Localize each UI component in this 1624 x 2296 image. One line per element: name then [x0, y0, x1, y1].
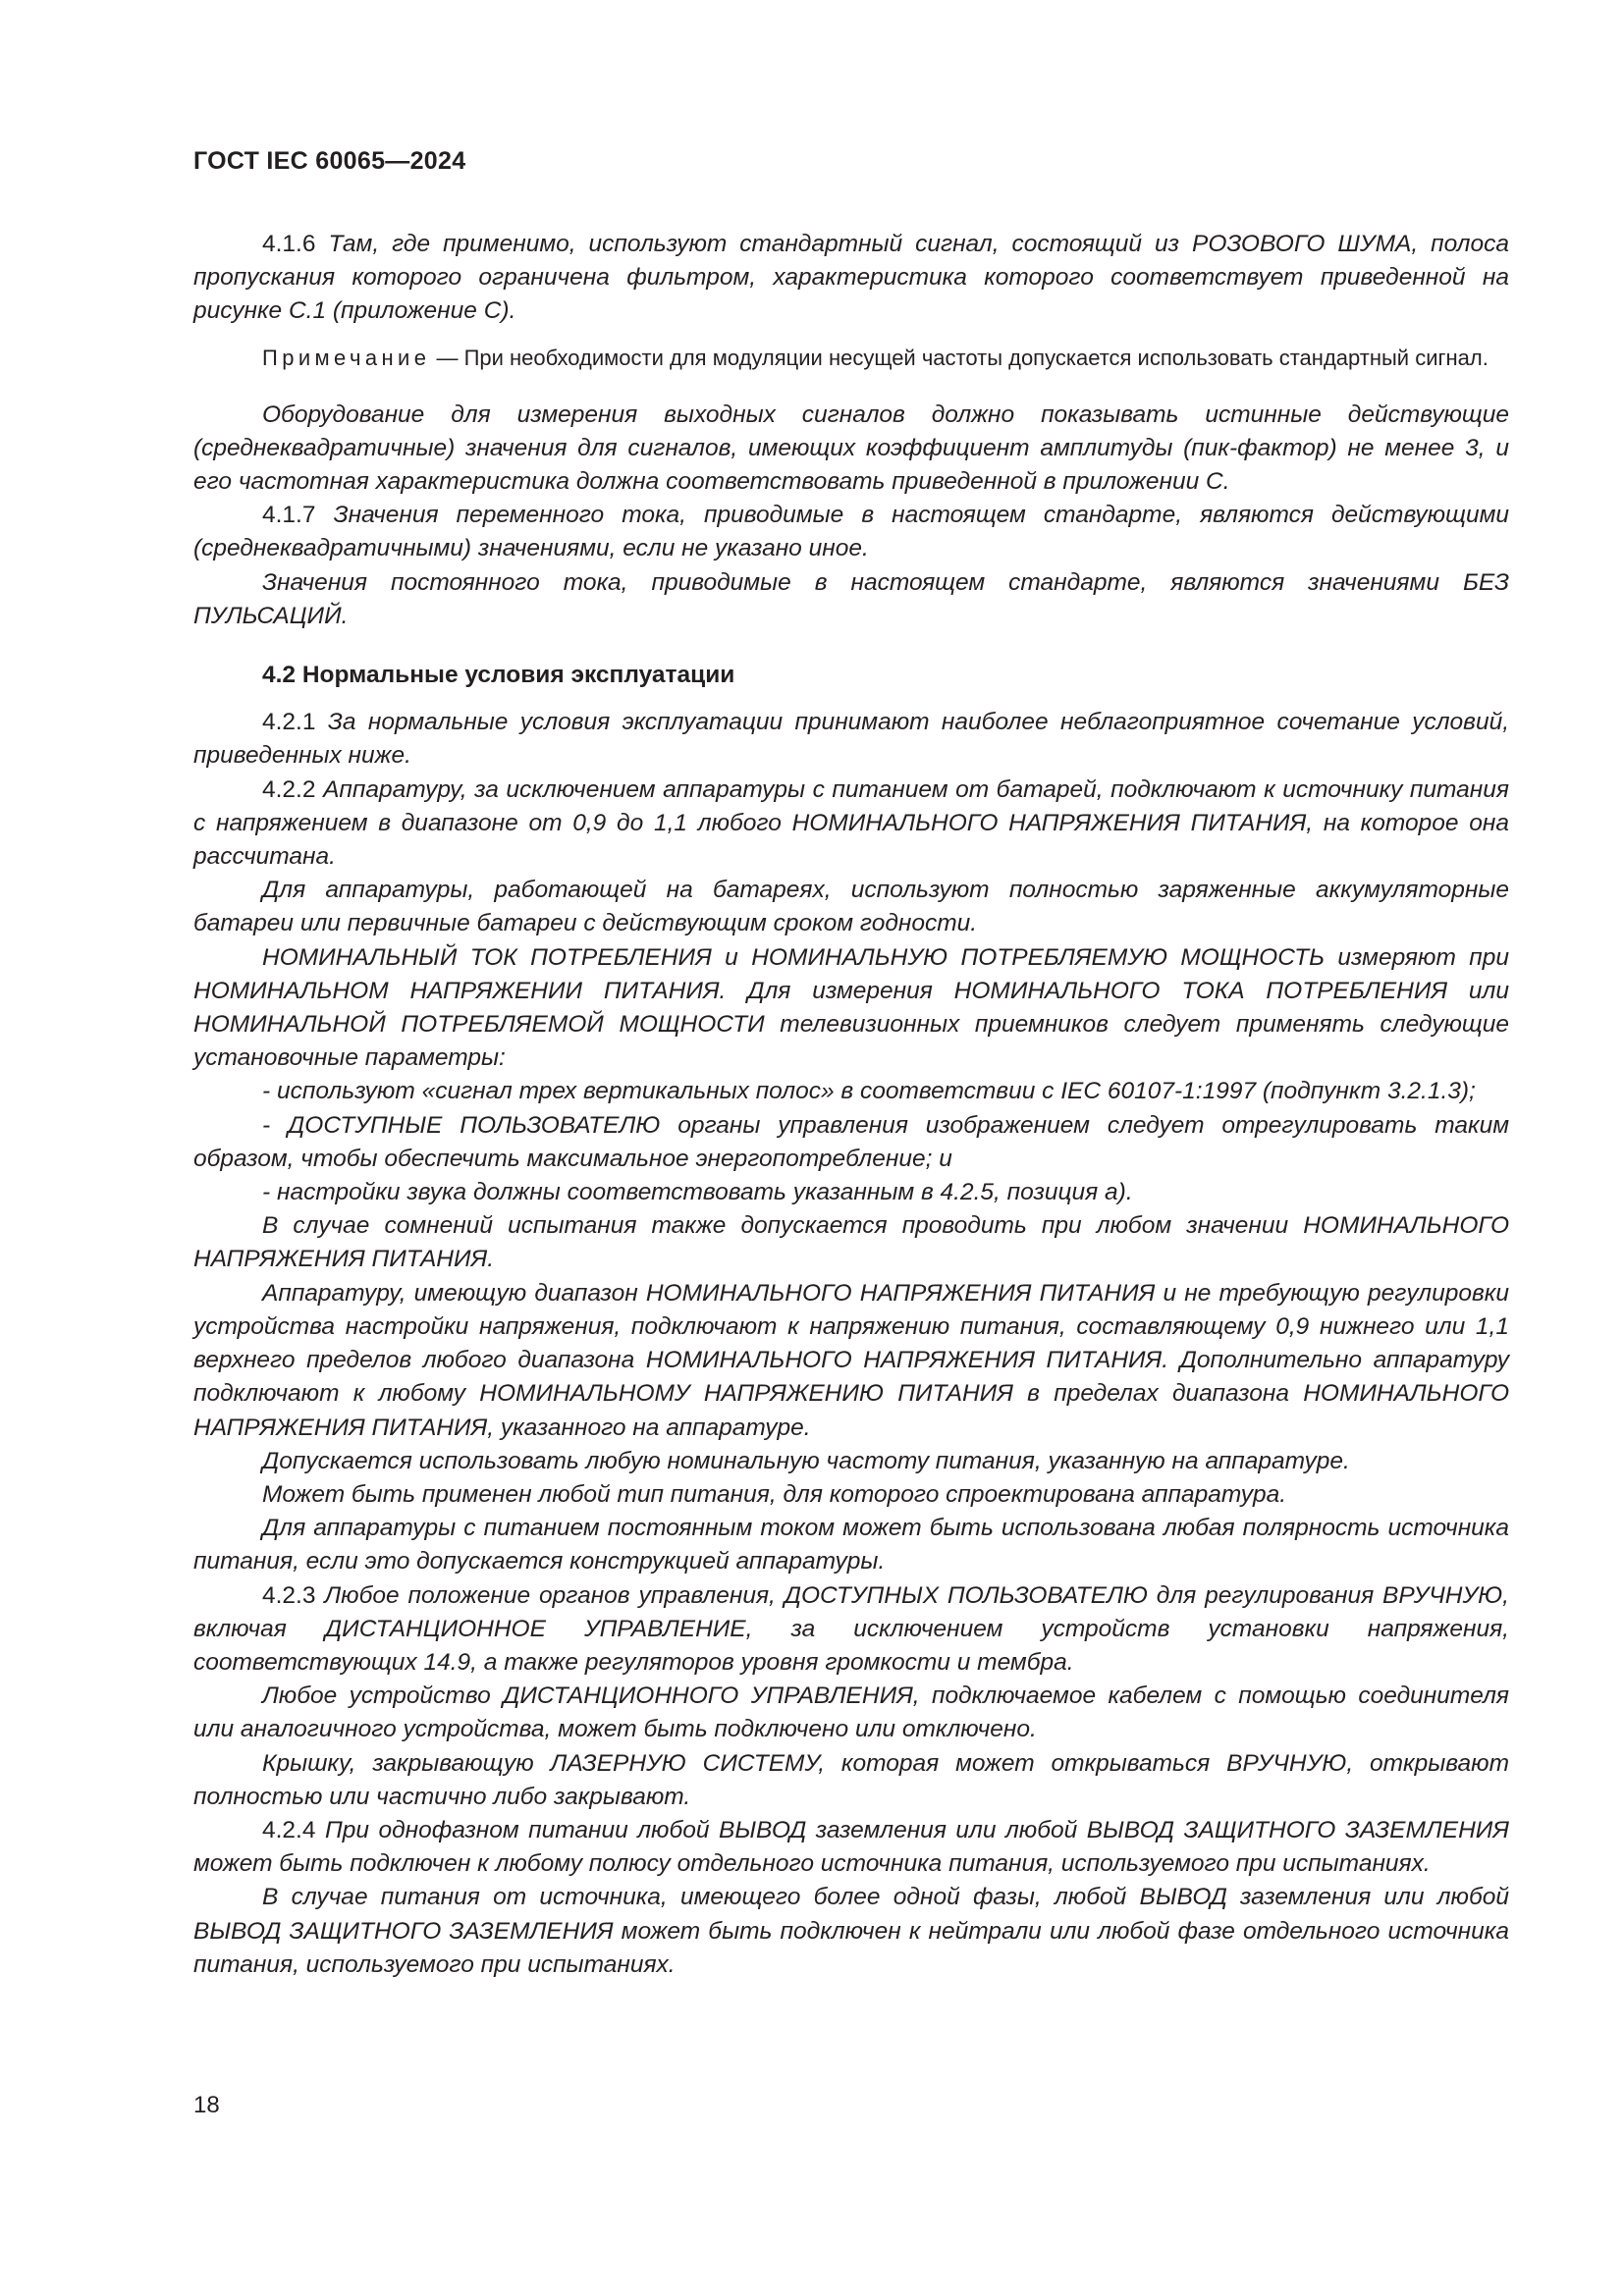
paragraph-dc: Значения постоянного тока, приводимые в настоящем стандарте, являются значениями БЕЗ ПУЛЬСАЦИЙ. — [193, 568, 1509, 629]
section-heading-4-2: 4.2 Нормальные условия эксплуатации — [262, 662, 735, 689]
document-body — [193, 228, 1509, 1982]
clause-4-2-3 — [193, 1579, 1509, 1681]
paragraph-supply-type: Может быть применен любой тип питания, для которого спроектирована аппаратура. — [262, 1480, 1287, 1508]
document-header: ГОСТ IEC 60065—2024 — [193, 147, 466, 175]
list-item: - используют «сигнал трех вертикальных полос» в соответствии с IEC 60107-1:1997 (подпункт 3.2.1.3); — [262, 1078, 1476, 1105]
clause-4-2-4 — [193, 1814, 1509, 1881]
clause-4-2-1 — [193, 706, 1509, 773]
clause-text: Там, где применимо, используют стандартный сигнал, состоящий из РОЗОВОГО ШУМА, полоса пропускания которого ограничена фильтром, характеристика которого соответствует приведенной на рисунке С.1 (приложение С). — [193, 231, 1509, 325]
paragraph-equipment: Оборудование для измерения выходных сигналов должно показывать истинные действующие (среднеквадратичные) значения для сигналов, имеющих коэффициент амплитуды (пик-фактор) не менее 3, и его частотная характеристика должна соответствовать приведенной в приложении С. — [193, 400, 1509, 496]
clause-4-1-6 — [193, 228, 1509, 329]
note — [193, 343, 1509, 373]
paragraph-range: Аппаратуру, имеющую диапазон НОМИНАЛЬНОГО НАПРЯЖЕНИЯ ПИТАНИЯ и не требующую регулировки устройства настройки напряжения, подключают к напряжению питания, составляющему 0,9 нижнего или 1,1 верхнего пределов любого диапазона НОМИНАЛЬНОГО НАПРЯЖЕНИЯ ПИТАНИЯ. Дополнительно аппаратуру подключают к любому НОМИНАЛЬНОМУ НАПРЯЖЕНИЮ ПИТАНИЯ в пределах диапазона НОМИНАЛЬНОГО НАПРЯЖЕНИЯ ПИТАНИЯ, указанного на аппаратуре. — [193, 1279, 1509, 1441]
page-number: 18 — [193, 2092, 220, 2118]
list-item: - настройки звука должны соответствовать указанным в 4.2.5, позиция а). — [262, 1179, 1133, 1206]
paragraph-rated-current: НОМИНАЛЬНЫЙ ТОК ПОТРЕБЛЕНИЯ и НОМИНАЛЬНУЮ ПОТРЕБЛЯЕМУЮ МОЩНОСТЬ измеряют при НОМИНАЛЬНОМ НАПРЯЖЕНИИ ПИТАНИЯ. Для измерения НОМИНАЛЬНОГО ТОКА ПОТРЕБЛЕНИЯ или НОМИНАЛЬНОЙ ПОТРЕБЛЯЕМОЙ МОЩНОСТИ телевизионных приемников следует применять следующие установочные параметры: — [193, 943, 1509, 1072]
clause-number: 4.2.1 — [262, 709, 316, 736]
clause-text: Аппаратуру, за исключением аппаратуры с питанием от батарей, подключают к источнику питания с напряжением в диапазоне от 0,9 до 1,1 любого НОМИНАЛЬНОГО НАПРЯЖЕНИЯ ПИТАНИЯ, на которое она рассчитана. — [193, 775, 1509, 871]
note-label: Примечание — [262, 345, 431, 370]
paragraph-remote-control: Любое устройство ДИСТАНЦИОННОГО УПРАВЛЕНИЯ, подключаемое кабелем с помощью соединителя или аналогичного устройства, может быть подключено или отключено. — [193, 1682, 1509, 1743]
clause-4-1-7 — [193, 499, 1509, 565]
paragraph-laser: Крышку, закрывающую ЛАЗЕРНУЮ СИСТЕМУ, которая может открываться ВРУЧНУЮ, открывают полностью или частично либо закрывают. — [193, 1749, 1509, 1810]
clause-text: Значения переменного тока, приводимые в настоящем стандарте, являются действующими (среднеквадратичными) значениями, если не указано иное. — [193, 502, 1509, 562]
paragraph-polarity: Для аппаратуры с питанием постоянным током может быть использована любая полярность источника питания, если это допускается конструкцией аппаратуры. — [193, 1515, 1509, 1575]
paragraph-batteries: Для аппаратуры, работающей на батареях, используют полностью заряженные аккумуляторные батареи или первичные батареи с действующим сроком годности. — [193, 877, 1509, 937]
clause-text: За нормальные условия эксплуатации принимают наиболее неблагоприятное сочетание условий, приведенных ниже. — [193, 709, 1510, 770]
clause-number: 4.1.6 — [262, 231, 316, 257]
list-item: - ДОСТУПНЫЕ ПОЛЬЗОВАТЕЛЮ органы управления изображением следует отрегулировать таким образом, чтобы обеспечить максимальное энергопотребление; и — [193, 1111, 1509, 1172]
clause-number: 4.1.7 — [262, 502, 316, 529]
clause-text: Любое положение органов управления, ДОСТУПНЫХ ПОЛЬЗОВАТЕЛЮ для регулирования ВРУЧНУЮ, включая ДИСТАНЦИОННОЕ УПРАВЛЕНИЕ, за исключением устройств установки напряжения, соответствующих 14.9, а также регуляторов уровня громкости и тембра. — [193, 1581, 1509, 1676]
clause-text: При однофазном питании любой ВЫВОД заземления или любой ВЫВОД ЗАЩИТНОГО ЗАЗЕМЛЕНИЯ может быть подключен к любому полюсу отдельного источника питания, используемого при испытаниях. — [193, 1816, 1509, 1878]
clause-number: 4.2.2 — [262, 775, 316, 803]
paragraph-doubt: В случае сомнений испытания также допускается проводить при любом значении НОМИНАЛЬНОГО НАПРЯЖЕНИЯ ПИТАНИЯ. — [193, 1212, 1509, 1273]
paragraph-frequency: Допускается использовать любую номинальную частоту питания, указанную на аппаратуре. — [262, 1447, 1350, 1474]
clause-4-2-2 — [193, 774, 1509, 875]
clause-number: 4.2.4 — [262, 1816, 316, 1843]
note-text: — При необходимости для модуляции несущей частоты допускается использовать стандартный сигнал. — [436, 345, 1489, 370]
clause-number: 4.2.3 — [262, 1581, 316, 1609]
paragraph-multiphase: В случае питания от источника, имеющего более одной фазы, любой ВЫВОД заземления или любой ВЫВОД ЗАЩИТНОГО ЗАЗЕМЛЕНИЯ может быть подключен к нейтрали или любой фазе отдельного источника питания, используемого при испытаниях. — [193, 1884, 1509, 1978]
